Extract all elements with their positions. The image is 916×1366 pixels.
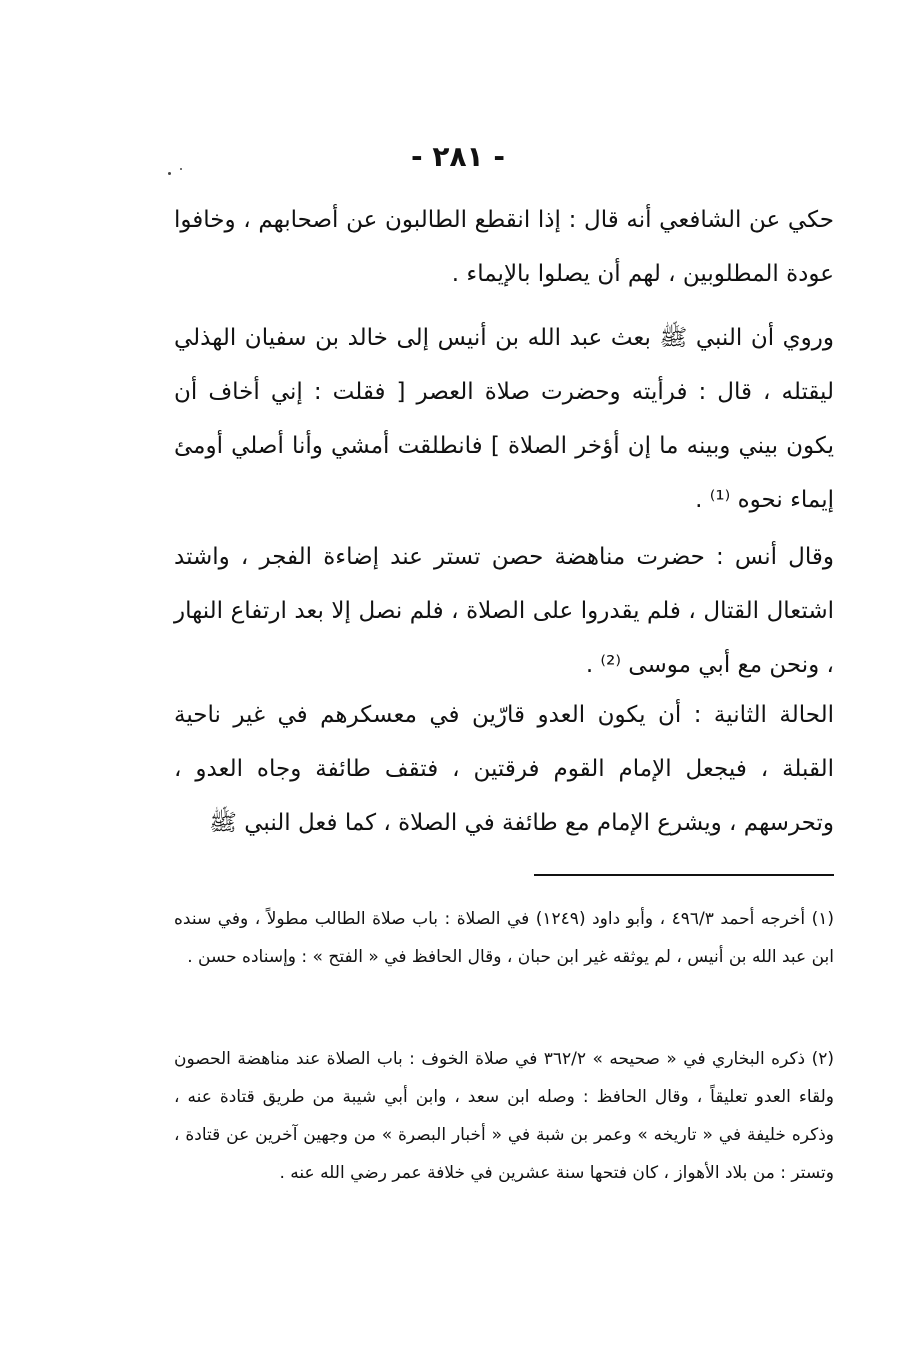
page-number: - ٢٨١ - <box>410 140 506 173</box>
paragraph-3: وقال أنس : حضرت مناهضة حصن تستر عند إضاءة الفجر ، واشتد اشتعال القتال ، فلم يقدروا على الصلاة ، فلم نصل إلا بعد ارتفاع النهار ، ونحن مع أبي موسى ⁽²⁾ . <box>174 544 834 678</box>
footnote-divider <box>534 874 834 876</box>
paragraph-2: وروي أن النبي ﷺ بعث عبد الله بن أنيس إلى خالد بن سفيان الهذلي ليقتله ، قال : فرأيته وحضرت صلاة العصر [ فقلت : إني أخاف أن يكون بيني وبينه ما إن أؤخر الصلاة ] فانطلقت أمشي وأنا أصلي أومئ إيماء نحوه ⁽¹⁾ . <box>174 325 834 513</box>
footnote-2: (٢) ذكره البخاري في « صحيحه » ٣٦٢/٢ في صلاة الخوف : باب الصلاة عند مناهضة الحصون ولقاء العدو تعليقاً ، وقال الحافظ : وصله ابن سعد ، وابن أبي شيبة من طريق قتادة عنه ، وذكره خليفة في « تاريخه » وعمر بن شبة في « أخبار البصرة » من وجهين آخرين عن قتادة ، وتستر : من بلاد الأهواز ، كان فتحها سنة عشرين في خلافة عمر رضي الله عنه . <box>174 1049 834 1183</box>
paragraph-4: الحالة الثانية : أن يكون العدو قارّين في معسكرهم في غير ناحية القبلة ، فيجعل الإمام القوم فرقتين ، فتقف طائفة وجاه العدو ، وتحرسهم ، ويشرع الإمام مع طائفة في الصلاة ، كما فعل النبي ﷺ <box>174 702 834 836</box>
paragraph-1: حكي عن الشافعي أنه قال : إذا انقطع الطالبون عن أصحابهم ، وخافوا عودة المطلوبين ، لهم أن يصلوا بالإيماء . <box>174 207 834 287</box>
footnote-1: (١) أخرجه أحمد ٤٩٦/٣ ، وأبو داود (١٢٤٩) في الصلاة : باب صلاة الطالب مطولاً ، وفي سنده ابن عبد الله بن أنيس ، لم يوثقه غير ابن حبان ، وقال الحافظ في « الفتح » : وإسناده حسن . <box>174 909 834 967</box>
